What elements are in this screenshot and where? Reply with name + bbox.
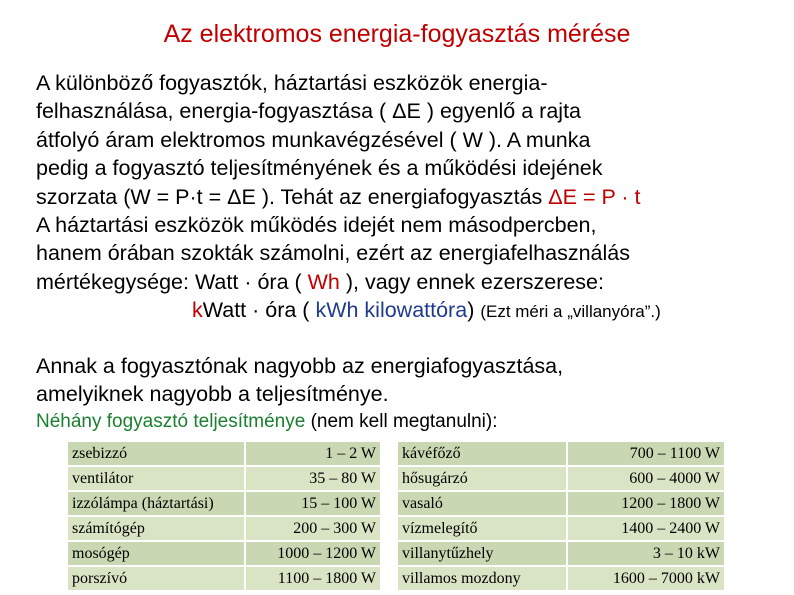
unit-wh: Wh — [307, 269, 340, 294]
text-line: Annak a fogyasztónak nagyobb az energiafogyasztása, — [36, 354, 564, 378]
text-segment: ) — [467, 298, 481, 323]
appliance-name: hősugárzó — [397, 466, 567, 491]
power-table-left — [66, 440, 382, 592]
unit-kwh: kWh kilowattóra — [315, 298, 468, 323]
power-table-heading — [36, 411, 498, 433]
table-row — [397, 441, 725, 466]
text-segment: mértékegysége: Watt · óra ( — [36, 269, 308, 294]
appliance-power: 1600 – 7000 kW — [567, 566, 725, 591]
table-row — [397, 466, 725, 491]
table-row — [397, 566, 725, 591]
appliance-power: 700 – 1100 W — [567, 441, 725, 466]
power-table-right — [396, 440, 726, 592]
appliance-name: kávéfőző — [397, 441, 567, 466]
text-line: A különböző fogyasztók, háztartási eszközök energia- — [36, 71, 548, 95]
appliance-name: mosógép — [67, 541, 245, 566]
appliance-name: vasaló — [397, 491, 567, 516]
appliance-power: 1200 – 1800 W — [567, 491, 725, 516]
appliance-name: villanytűzhely — [397, 541, 567, 566]
appliance-power: 3 – 10 kW — [567, 541, 725, 566]
energy-formula: ΔE = P · t — [548, 184, 641, 209]
text-line — [36, 268, 794, 296]
appliance-power: 35 – 80 W — [245, 466, 381, 491]
table-row — [67, 441, 381, 466]
paragraph-unit — [36, 211, 794, 325]
text-segment: Watt · óra ( — [202, 298, 316, 323]
appliance-power: 1000 – 1200 W — [245, 541, 381, 566]
appliance-name: porszívó — [67, 566, 245, 591]
text-line: felhasználása, energia-fogyasztása ( ΔE ) egyenlő a rajta — [36, 99, 581, 124]
table-row — [67, 466, 381, 491]
table-row — [397, 541, 725, 566]
appliance-power: 600 – 4000 W — [567, 466, 725, 491]
appliance-power: 15 – 100 W — [245, 491, 381, 516]
page-title: Az elektromos energia-fogyasztás mérése — [163, 20, 631, 48]
appliance-name: izzólámpa (háztartási) — [67, 491, 245, 516]
prefix-k: k — [192, 298, 203, 323]
appliance-name: számítógép — [67, 516, 245, 541]
appliance-name: ventilátor — [67, 466, 245, 491]
table-row — [397, 491, 725, 516]
meter-note: (Ezt méri a „villanyóra”.) — [480, 302, 661, 322]
appliance-power: 1 – 2 W — [245, 441, 381, 466]
appliance-power: 1100 – 1800 W — [245, 566, 381, 591]
text-line: amelyiknek nagyobb a teljesítménye. — [36, 382, 389, 407]
appliance-power: 1400 – 2400 W — [567, 516, 725, 541]
appliance-name: villamos mozdony — [397, 566, 567, 591]
text-line — [36, 296, 794, 324]
text-line: pedig a fogyasztó teljesítményének és a működési idejének — [36, 156, 603, 181]
table-row — [397, 516, 725, 541]
text-line: A háztartási eszközök működés idejét nem másodpercben, — [36, 213, 597, 237]
appliance-name: vízmelegítő — [397, 516, 567, 541]
text-line: átfolyó áram elektromos munkavégzésével ( W ). A munka — [36, 127, 591, 152]
paragraph-energy-definition — [36, 69, 794, 211]
text-segment: szorzata (W = P·t = ΔE ). Tehát az energiafogyasztás — [36, 184, 549, 209]
paragraph-conclusion — [36, 352, 794, 409]
text-segment: ), vagy ennek ezerszerese: — [339, 269, 604, 294]
heading-main: Néhány fogyasztó teljesítménye — [36, 411, 306, 432]
heading-note: (nem kell megtanulni): — [305, 411, 498, 432]
table-row — [67, 541, 381, 566]
text-line — [36, 183, 794, 211]
table-row — [67, 566, 381, 591]
appliance-name: zsebizzó — [67, 441, 245, 466]
table-row — [67, 491, 381, 516]
table-row — [67, 516, 381, 541]
text-line: hanem órában szokták számolni, ezért az energiafelhasználás — [36, 241, 630, 266]
appliance-power: 200 – 300 W — [245, 516, 381, 541]
